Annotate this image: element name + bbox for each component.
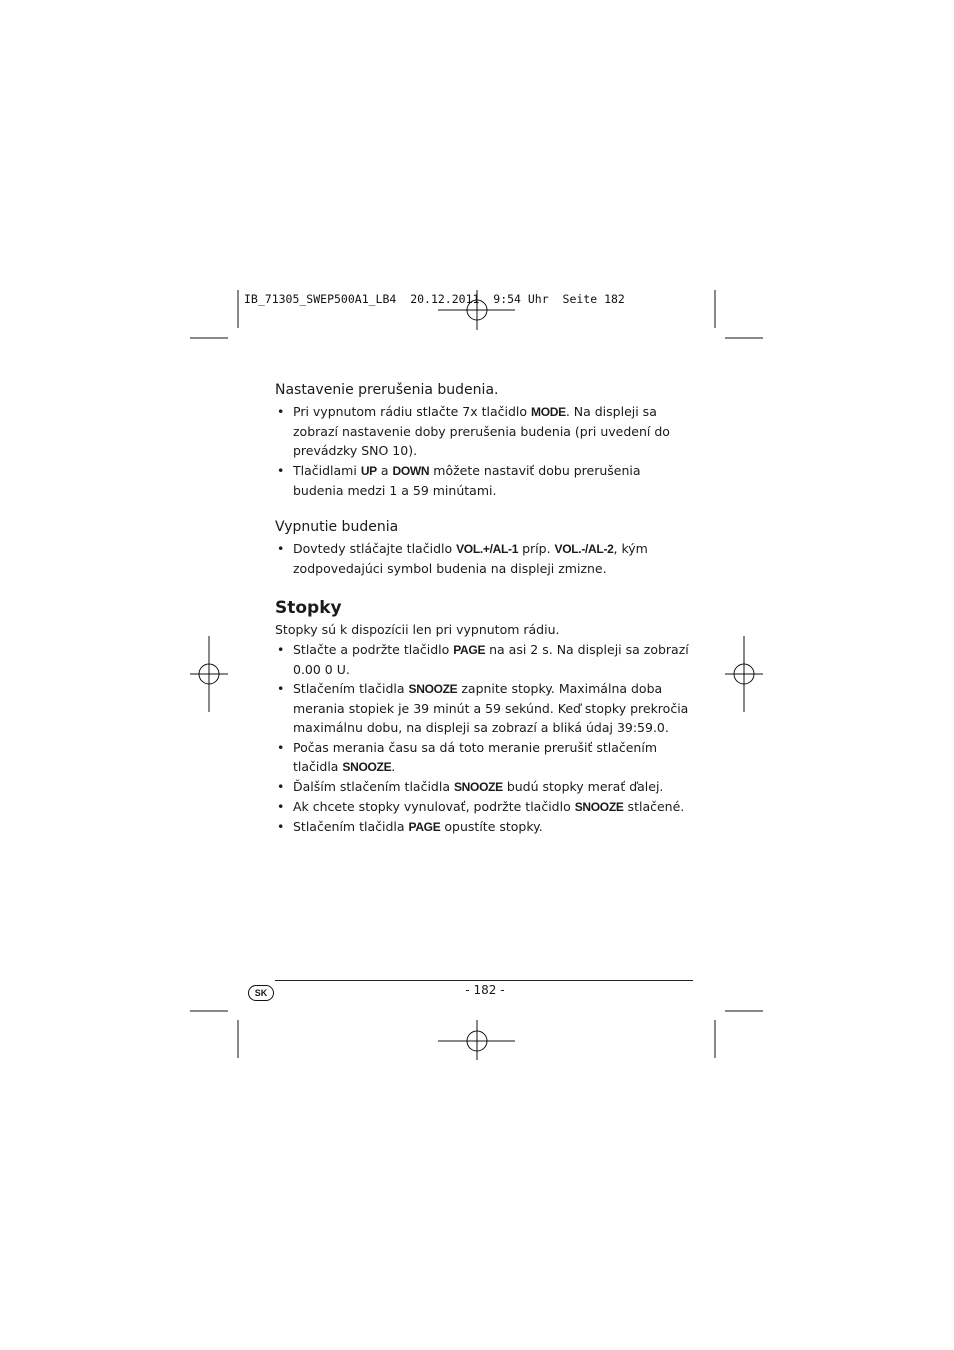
text: . (391, 758, 396, 774)
key-label: PAGE (453, 642, 486, 657)
text: opustíte stopky. (440, 819, 543, 835)
text: Ďalším stlačením tlačidla (293, 779, 454, 795)
stopwatch-list (275, 640, 695, 838)
stopwatch-intro: Stopky sú k dispozícii len pri vypnutom rádiu. (275, 622, 560, 638)
text: Stlačte a podržte tlačidlo (293, 641, 454, 657)
text: Stlačením tlačidla (293, 819, 409, 835)
section-title-snooze-setting: Nastavenie prerušenia budenia. (275, 382, 499, 398)
text: Počas merania času sa dá toto meranie prerušiť stlačením tlačidla (293, 739, 657, 774)
list-item (275, 461, 695, 500)
print-header-file: IB_71305_SWEP500A1_LB4 (244, 292, 397, 306)
key-label: PAGE (408, 820, 441, 835)
page-content (275, 380, 695, 838)
text: príp. (518, 541, 555, 557)
key-label: SNOOZE (574, 800, 624, 815)
text: na asi 2 s. Na displeji sa zobrazí 0.00 0 U. (293, 641, 689, 677)
section-title-stopwatch: Stopky (275, 598, 342, 619)
snooze-setting-list (275, 402, 695, 500)
text: . Na displeji sa zobrazí nastavenie doby prerušenia budenia (pri uvedení do prevádzky SNO 10). (293, 404, 670, 459)
print-header (244, 292, 625, 306)
section-title-alarm-off: Vypnutie budenia (275, 519, 399, 536)
list-item (275, 777, 695, 797)
key-label: VOL.+/AL-1 (456, 542, 519, 557)
footer-rule (275, 980, 693, 981)
list-item (275, 539, 695, 578)
page-number: - 182 - (465, 983, 505, 997)
key-label: SNOOZE (453, 780, 503, 795)
list-item (275, 679, 695, 738)
list-item (275, 402, 695, 461)
text: budú stopky merať ďalej. (502, 779, 664, 795)
list-item (275, 738, 695, 777)
text: , kým zodpovedajúci symbol budenia na displeji zmizne. (293, 541, 648, 577)
key-label: VOL.-/AL-2 (554, 542, 614, 557)
text: a (376, 462, 393, 478)
text: môžete nastaviť dobu prerušenia budenia medzi 1 a 59 minútami. (293, 462, 641, 498)
print-header-page: Seite 182 (562, 292, 625, 306)
key-label: SNOOZE (408, 682, 458, 697)
text: Ak chcete stopky vynulovať, podržte tlačidlo (293, 799, 575, 815)
print-header-datetime: 20.12.2011 9:54 Uhr (410, 292, 549, 306)
text: stlačené. (623, 799, 685, 815)
key-label: MODE (531, 405, 566, 419)
text: zapnite stopky. Maximálna doba merania stopiek je 39 minút a 59 sekúnd. Keď stopky prekročia maximálnu dobu, na displeji sa zobrazí a bliká údaj 39:59.0. (293, 681, 689, 736)
key-label: DOWN (392, 463, 430, 478)
text: Dovtedy stláčajte tlačidlo (293, 541, 457, 557)
text: Pri vypnutom rádiu stlačte 7x tlačidlo (293, 404, 531, 419)
text: Tlačidlami (293, 462, 361, 478)
text: Stlačením tlačidla (293, 681, 409, 697)
key-label: SNOOZE (342, 759, 392, 774)
alarm-off-list (275, 539, 695, 578)
list-item (275, 640, 695, 679)
key-label: UP (360, 463, 377, 478)
list-item (275, 817, 695, 837)
list-item (275, 797, 695, 817)
language-badge: SK (248, 985, 274, 1001)
